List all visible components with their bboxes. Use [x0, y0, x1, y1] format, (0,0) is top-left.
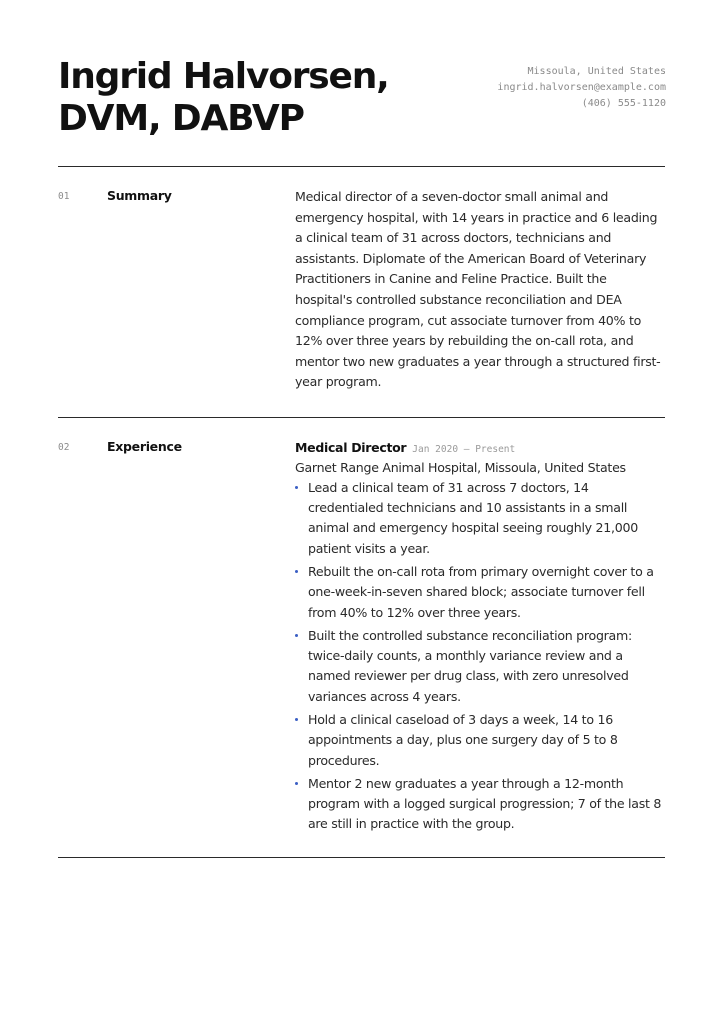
achievement-text: Lead a clinical team of 31 across 7 doctors, 14 credentialed technicians and 10 assistants in a small animal and emergency hospital seeing roughly 21,000 patient visits a year. — [308, 480, 638, 556]
achievement-text: Mentor 2 new graduates a year through a 12-month program with a logged surgical progression; 7 of the last 8 are still in practice with the group. — [308, 776, 662, 832]
email: ingrid.halvorsen@example.com — [497, 82, 666, 93]
bullet-dot-icon — [295, 718, 298, 721]
summary-heading: Summary — [107, 188, 172, 203]
job-dates: Jan 2020 — Present — [412, 444, 516, 455]
experience-heading: Experience — [107, 439, 182, 454]
achievement-list — [295, 478, 667, 835]
name-line-1: Ingrid Halvorsen, — [58, 56, 389, 97]
achievement-text: Built the controlled substance reconciliation program: twice-daily counts, a monthly variance review and a named reviewer per drug class, with zero unresolved variances across 4 years. — [308, 628, 632, 704]
achievement-item — [295, 626, 667, 707]
bullet-dot-icon — [295, 570, 298, 573]
divider-header — [58, 166, 665, 167]
achievement-text: Hold a clinical caseload of 3 days a week, 14 to 16 appointments a day, plus one surgery day of 5 to 8 procedures. — [308, 712, 618, 768]
phone: (406) 555-1120 — [581, 98, 666, 109]
achievement-item — [295, 478, 667, 559]
job-title: Medical Director — [295, 440, 407, 455]
achievement-text: Rebuilt the on-call rota from primary overnight cover to a one-week-in-seven shared block; associate turnover fell from 40% to 12% over three years. — [308, 564, 654, 620]
contact-block — [406, 64, 666, 112]
bullet-dot-icon — [295, 782, 298, 785]
bullet-dot-icon — [295, 634, 298, 637]
achievement-item — [295, 710, 667, 771]
bullet-dot-icon — [295, 486, 298, 489]
location: Missoula, United States — [527, 66, 666, 77]
summary-text: Medical director of a seven-doctor small animal and emergency hospital, with 14 years in practice and 6 leading a clinical team of 31 across doctors, technicians and assistants. Diplomate of the American Board of Veterinary Practitioners in Canine and Feline Practice. Built the hospital's controlled substance reconciliation and DEA compliance program, cut associate turnover from 40% to 12% over three years by rebuilding the on-call rota, and mentor two new graduates a year through a structured first-year program. — [295, 189, 661, 390]
employer: Garnet Range Animal Hospital, Missoula, United States — [295, 460, 626, 475]
achievement-item — [295, 774, 667, 835]
divider-experience — [58, 857, 665, 858]
name-line-2: DVM, DABVP — [58, 98, 304, 139]
summary-number: 01 — [58, 191, 70, 202]
experience-entry — [295, 438, 667, 838]
experience-number: 02 — [58, 442, 70, 453]
divider-summary — [58, 417, 665, 418]
achievement-item — [295, 562, 667, 623]
role-line — [295, 438, 667, 458]
